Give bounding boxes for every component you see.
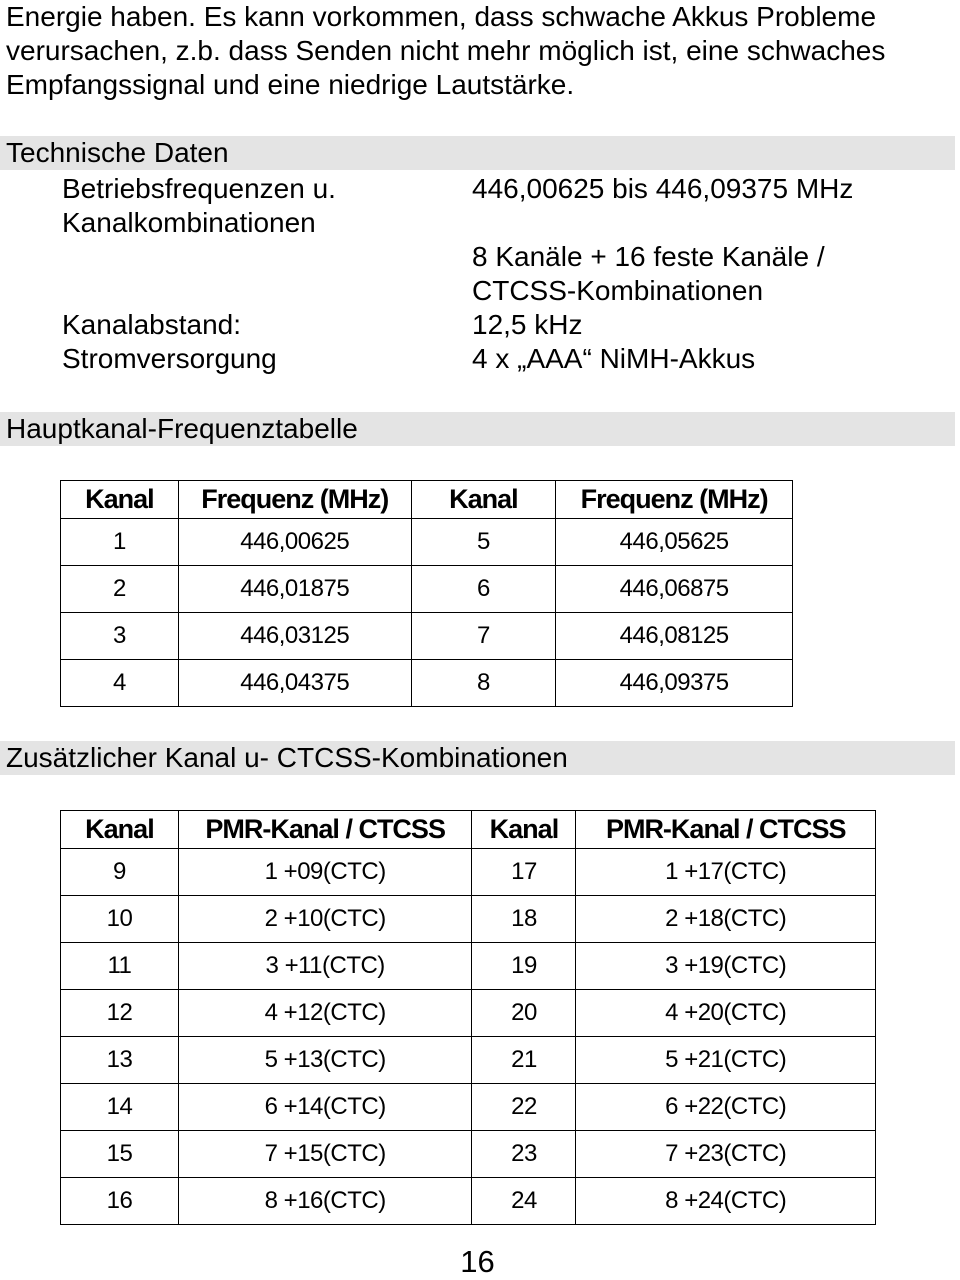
- table-cell: 18: [472, 896, 576, 943]
- table-header-row: [61, 811, 876, 849]
- spec-label-power: Stromversorgung: [62, 343, 277, 374]
- page-number: 16: [460, 1244, 495, 1279]
- column-header: PMR-Kanal / CTCSS: [576, 811, 876, 849]
- table-cell: 3 +19(CTC): [576, 943, 876, 990]
- extra-channel-table: [60, 810, 876, 1225]
- table-cell: 1: [61, 519, 179, 566]
- table-cell: 3 +11(CTC): [178, 943, 472, 990]
- table-cell: 8: [411, 660, 556, 707]
- section-heading-extra-channels: Zusätzlicher Kanal u- CTCSS-Kombinationen: [0, 741, 955, 775]
- table-cell: 21: [472, 1037, 576, 1084]
- table-cell: 4: [61, 660, 179, 707]
- table-row: [61, 1131, 876, 1178]
- main-frequency-table: [60, 480, 793, 707]
- table-cell: 6: [411, 566, 556, 613]
- table-cell: 6 +22(CTC): [576, 1084, 876, 1131]
- table-cell: 446,03125: [178, 613, 411, 660]
- spec-label-line: Betriebsfrequenzen u.: [62, 173, 336, 204]
- column-header: PMR-Kanal / CTCSS: [178, 811, 472, 849]
- table-header-row: [61, 481, 793, 519]
- table-cell: 17: [472, 849, 576, 896]
- column-header: Kanal: [61, 811, 179, 849]
- table-cell: 22: [472, 1084, 576, 1131]
- table-cell: 446,04375: [178, 660, 411, 707]
- table-cell: 9: [61, 849, 179, 896]
- table-cell: 1 +17(CTC): [576, 849, 876, 896]
- table-cell: 15: [61, 1131, 179, 1178]
- table-cell: 5: [411, 519, 556, 566]
- column-header: Kanal: [411, 481, 556, 519]
- table-row: [61, 1037, 876, 1084]
- table-row: [61, 519, 793, 566]
- intro-line: Energie haben. Es kann vorkommen, dass schwache Akkus Probleme: [6, 1, 877, 32]
- table-cell: 20: [472, 990, 576, 1037]
- table-cell: 2 +18(CTC): [576, 896, 876, 943]
- table-cell: 446,00625: [178, 519, 411, 566]
- table-cell: 4 +20(CTC): [576, 990, 876, 1037]
- table-row: [61, 1178, 876, 1225]
- table-cell: 2: [61, 566, 179, 613]
- table-cell: 8 +16(CTC): [178, 1178, 472, 1225]
- table-cell: 446,01875: [178, 566, 411, 613]
- table-cell: 24: [472, 1178, 576, 1225]
- spec-value-spacing: 12,5 kHz: [472, 309, 583, 340]
- table-cell: 10: [61, 896, 179, 943]
- table-cell: 4 +12(CTC): [178, 990, 472, 1037]
- table-row: [61, 896, 876, 943]
- table-cell: 3: [61, 613, 179, 660]
- table-row: [61, 566, 793, 613]
- intro-line: Empfangssignal und eine niedrige Lautstärke.: [6, 69, 575, 100]
- spec-value-power: 4 x „AAA“ NiMH-Akkus: [472, 343, 756, 374]
- table-cell: 5 +21(CTC): [576, 1037, 876, 1084]
- table-cell: 446,09375: [556, 660, 793, 707]
- table-cell: 1 +09(CTC): [178, 849, 472, 896]
- spec-value-channels: [472, 240, 825, 308]
- intro-line: verursachen, z.b. dass Senden nicht mehr möglich ist, eine schwaches: [6, 35, 886, 66]
- table-cell: 6 +14(CTC): [178, 1084, 472, 1131]
- column-header: Frequenz (MHz): [178, 481, 411, 519]
- table-cell: 13: [61, 1037, 179, 1084]
- table-cell: 12: [61, 990, 179, 1037]
- table-cell: 19: [472, 943, 576, 990]
- table-row: [61, 943, 876, 990]
- table-cell: 16: [61, 1178, 179, 1225]
- table-cell: 446,06875: [556, 566, 793, 613]
- table-cell: 7 +15(CTC): [178, 1131, 472, 1178]
- column-header: Kanal: [61, 481, 179, 519]
- intro-paragraph: [6, 0, 956, 102]
- table-row: [61, 849, 876, 896]
- section-heading-main-table: Hauptkanal-Frequenztabelle: [0, 412, 955, 446]
- table-cell: 7: [411, 613, 556, 660]
- table-cell: 14: [61, 1084, 179, 1131]
- spec-value-frequencies: 446,00625 bis 446,09375 MHz: [472, 173, 854, 204]
- table-row: [61, 660, 793, 707]
- table-cell: 8 +24(CTC): [576, 1178, 876, 1225]
- table-cell: 23: [472, 1131, 576, 1178]
- spec-label-line: Kanalkombinationen: [62, 207, 316, 238]
- table-cell: 5 +13(CTC): [178, 1037, 472, 1084]
- table-cell: 11: [61, 943, 179, 990]
- table-cell: 7 +23(CTC): [576, 1131, 876, 1178]
- table-cell: 2 +10(CTC): [178, 896, 472, 943]
- spec-label-frequencies: [62, 172, 336, 240]
- section-heading-technical-data: Technische Daten: [0, 136, 955, 170]
- column-header: Kanal: [472, 811, 576, 849]
- table-row: [61, 1084, 876, 1131]
- column-header: Frequenz (MHz): [556, 481, 793, 519]
- spec-value-line: CTCSS-Kombinationen: [472, 275, 764, 306]
- table-cell: 446,08125: [556, 613, 793, 660]
- spec-value-line: 8 Kanäle + 16 feste Kanäle /: [472, 241, 825, 272]
- table-cell: 446,05625: [556, 519, 793, 566]
- table-row: [61, 990, 876, 1037]
- table-row: [61, 613, 793, 660]
- spec-label-spacing: Kanalabstand:: [62, 309, 242, 340]
